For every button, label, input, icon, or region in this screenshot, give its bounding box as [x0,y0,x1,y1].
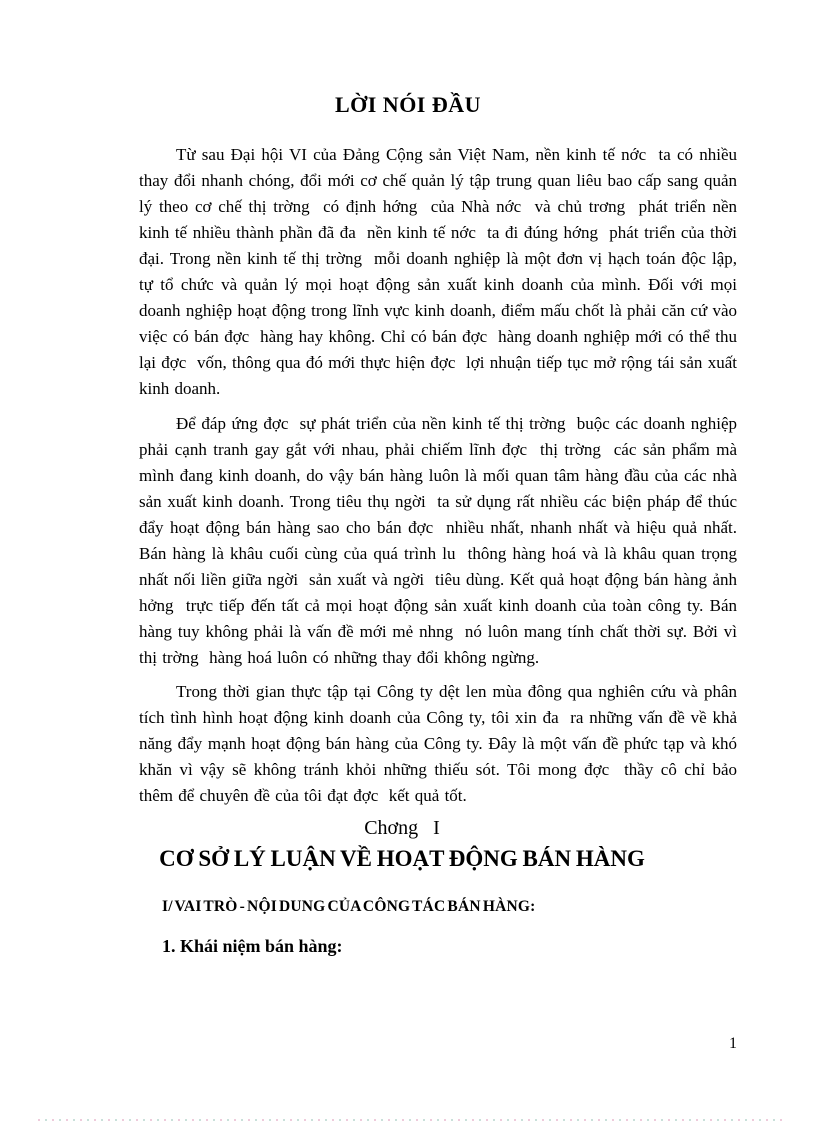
section-heading: I/ VAI TRÒ - NỘI DUNG CỦA CÔNG TÁC BÁN HÀNG: [162,898,536,915]
page-title: LỜI NÓI ĐẦU [334,92,482,117]
chapter-label: Chơng I [364,817,440,839]
watermark-dots [38,1119,786,1121]
paragraph-intro-2: Để đáp ứng đợc sự phát triển của nền kinh tế thị trờng buộc các doanh nghiệp phải cạnh tranh gay gắt với nhau, phải chiếm lĩnh đợc thị trờng các sản phẩm mà mình đang kinh doanh, do vậy bán hàng luôn là mối quan tâm hàng đầu của các nhà sản xuất kinh doanh. Trong tiêu thụ ngời ta sử dụng rất nhiều các biện pháp để thúc đẩy hoạt động bán hàng sao cho bán đợc nhiều nhất, nhanh nhất và hiệu quả nhất. Bán hàng là khâu cuối cùng của quá trình lu thông hàng hoá và là khâu quan trọng nhất nối liền giữa ngời sản xuất và ngời tiêu dùng. Kết quả hoạt động bán hàng ảnh hởng trực tiếp đến tất cả mọi hoạt động sản xuất kinh doanh của toàn công ty. Bán hàng tuy không phải là vấn đề mới mẻ nhng nó luôn mang tính chất thời sự. Bởi vì thị trờng hàng hoá luôn có những thay đổi không ngừng. [139,414,737,667]
paragraph-intro-1: Từ sau Đại hội VI của Đảng Cộng sản Việt Nam, nền kinh tế nớc ta có nhiều thay đổi nhanh chóng, đổi mới cơ chế quản lý tập trung quan liêu bao cấp sang quản lý theo cơ chế thị trờng có định hớng của Nhà nớc và chủ trơng phát triển nền kinh tế nhiều thành phần đã đa nền kinh tế nớc ta đi đúng hớng phát triển của thời đại. Trong nền kinh tế thị trờng mỗi doanh nghiệp là một đơn vị hạch toán độc lập, tự tổ chức và quản lý mọi hoạt động sản xuất kinh doanh của mình. Đối với mọi doanh nghiệp hoạt động trong lĩnh vực kinh doanh, điểm mấu chốt là phải căn cứ vào việc có bán đợc hàng hay không. Chỉ có bán đợc hàng doanh nghiệp mới có thể thu lại đợc vốn, thông qua đó mới thực hiện đợc lợi nhuận tiếp tục mở rộng tái sản xuất kinh doanh. [139,145,737,398]
paragraph-intro-3: Trong thời gian thực tập tại Công ty dệt len mùa đông qua nghiên cứu và phân tích tình hình hoạt động kinh doanh của Công ty, tôi xin đa ra những vấn đề về khả năng đẩy mạnh hoạt động bán hàng của Công ty. Đây là một vấn đề phức tạp và khó khăn vì vậy sẽ không tránh khỏi những thiếu sót. Tôi mong đợc thầy cô chỉ bảo thêm để chuyên đề của tôi đạt đợc kết quả tốt. [139,682,737,805]
page-number: 1 [729,1035,737,1052]
subsection-heading: 1. Khái niệm bán hàng: [162,936,343,956]
chapter-title: CƠ SỞ LÝ LUẬN VỀ HOẠT ĐỘNG BÁN HÀNG [159,846,645,871]
